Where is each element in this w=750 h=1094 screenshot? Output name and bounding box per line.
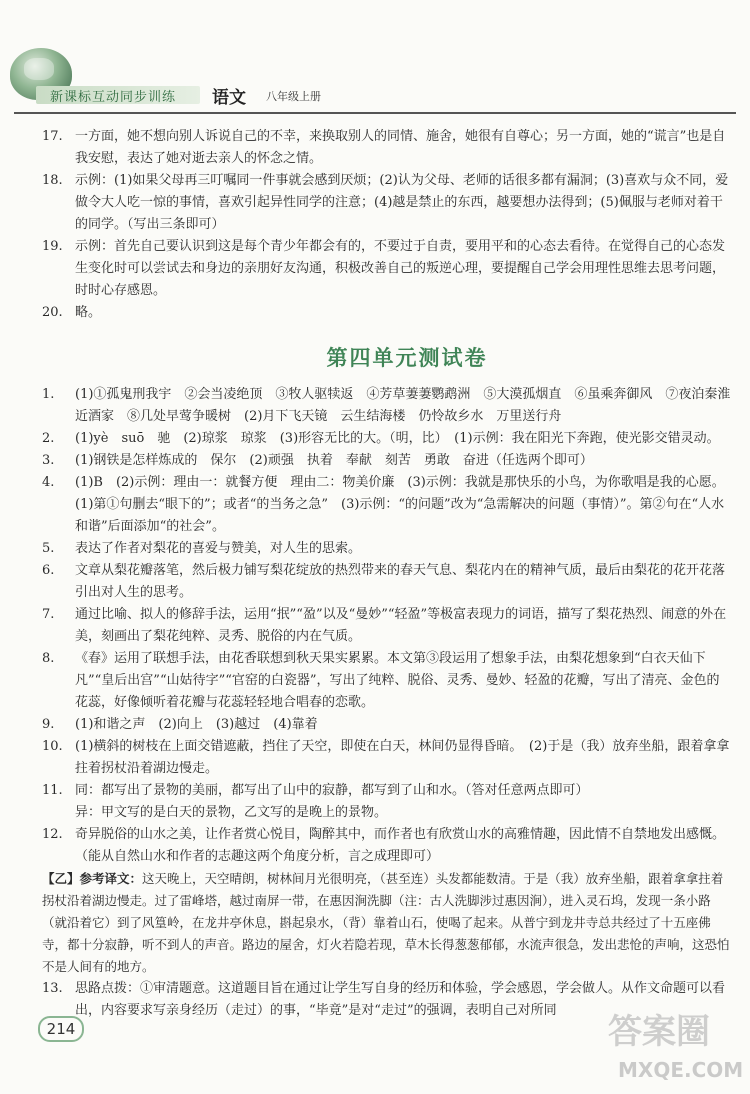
answers-top-list [42,126,732,324]
answer-number: 8. [42,651,55,666]
header-divider [14,112,736,114]
answer-item [42,538,732,560]
answer-text: 文章从梨花瓣落笔，然后极力铺写梨花绽放的热烈带来的春天气息、梨花内在的精神气质，最后由梨花的花开花落引出对人生的思考。 [75,563,726,600]
answer-number: 17. [42,129,63,144]
answer-number: 20. [42,305,63,320]
answer-item [42,126,732,170]
answer-item [42,236,732,302]
answer-text: 示例：首先自己要认识到这是每个青少年都会有的，不要过于自责，要用平和的心态去看待。在觉得自己的心态发生变化时可以尝试去和身边的亲朋好友沟通，积极改善自己的叛逆心理，要提醒自己学会用理性思维去思考问题，时时心存感恩。 [75,239,726,298]
answer-text: 异：甲文写的是白天的景物，乙文写的是晚上的景物。 [75,805,388,820]
answers-unit-list [42,384,732,868]
watermark-url: MXQE.COM [618,1058,744,1082]
translation-text: 这天晚上，天空晴朗，树林间月光很明亮，（甚至连）头发都能数清。于是（我）放弃坐船，跟着拿拿拄着拐杖沿着湖边慢走。过了雷峰塔，越过南屏一带，在惠因涧洗脚（注：古人洗脚涉过惠因涧），进入灵石坞，发现一条小路（就沿着它）到了风篁岭，在龙井亭休息，斟起泉水，（背）靠着山石，使喝了起来。从普宁到龙井寺总共经过了十五座佛寺，都十分寂静，听不到人的声音。路边的屋舍，灯火若隐若现，草木长得葱葱郁郁，水流声很急，发出悲怆的声响，这恐怕不是人间有的地方。 [42,871,730,974]
answer-number: 6. [42,563,55,578]
answer-number: 13. [42,981,63,996]
answer-number: 11. [42,783,63,798]
answer-text: 表达了作者对梨花的喜爱与赞美，对人生的思索。 [75,541,362,556]
answer-text: (1)钢铁是怎样炼成的 保尔 (2)顽强 执着 奉献 刻苦 勇敢 奋进（任选两个即可） [75,453,593,468]
answer-content [42,126,732,1022]
reference-translation [42,868,732,978]
answer-item [42,428,732,450]
answer-number: 4. [42,475,55,490]
answer-item [42,802,732,824]
answer-item [42,736,732,780]
answer-item [42,780,732,802]
subject-title: 语文 [212,88,246,108]
grade-label: 八年级上册 [266,90,321,103]
answer-number: 3. [42,453,55,468]
answer-item [42,604,732,648]
answer-number: 18. [42,173,63,188]
answer-item [42,170,732,236]
answer-number: 10. [42,739,63,754]
section-title: 第四单元测试卷 [326,345,488,370]
answer-text: (1)B (2)示例：理由一：就餐方便 理由二：物美价廉 (3)示例：我就是那快乐的小鸟，为你歌唱是我的心愿。(1)第①句删去“眼下的”；或者“的当务之急” (3)示例：“的问题”改为“急需解决的问题（事情）”。第②句在“人水和谐”后面添加“的社会”。 [75,475,725,534]
answer-item [42,450,732,472]
answer-text: (1)和谐之声 (2)向上 (3)越过 (4)靠着 [75,717,318,732]
series-title: 新课标互动同步训练 [50,90,177,105]
answer-item [42,384,732,428]
answer-text: (1)①孤鬼刑我宇 ②会当凌绝顶 ③牧人驱犊返 ④芳草萋萋鹦鹉洲 ⑤大漠孤烟直 ⑥虽乘奔御风 ⑦夜泊秦淮近酒家 ⑧几处早莺争暖树 (2)月下飞天镜 云生结海楼 仍怜故乡水 万里送行舟 [75,387,731,424]
answer-number: 1. [42,387,55,402]
answer-text: 示例：(1)如果父母再三叮嘱同一件事就会感到厌烦；(2)认为父母、老师的话很多都有漏洞；(3)喜欢与众不同，爱做令大人吃一惊的事情，喜欢引起异性同学的注意；(4)越是禁止的东西，越要想办法得到；(5)佩服与老师对着干的同学。（写出三条即可） [75,173,729,232]
watermark-logo: 答案圈 [608,1012,710,1052]
answer-number: 5. [42,541,55,556]
answer-number: 7. [42,607,55,622]
answer-number: 19. [42,239,63,254]
answer-number: 9. [42,717,55,732]
answer-number: 2. [42,431,55,446]
answer-item [42,302,732,324]
page-header [0,0,750,128]
answer-number: 12. [42,827,63,842]
answer-item [42,560,732,604]
answer-text: 同：都写出了景物的美丽，都写出了山中的寂静，都写到了山和水。（答对任意两点即可） [75,783,589,798]
answer-text: 一方面，她不想向别人诉说自己的不幸，来换取别人的同情、施舍，她很有自尊心；另一方面，她的“谎言”也是自我安慰，表达了她对逝去亲人的怀念之情。 [75,129,726,166]
answer-text: 《春》运用了联想手法，由花香联想到秋天果实累累。本文第③段运用了想象手法，由梨花想象到“白衣天仙下凡”“皇后出宫”“山姑待字”“官窑的白瓷器”，写出了纯粹、脱俗、灵秀、曼妙、轻盈的花瓣，写出了清亮、金色的花蕊，好像倾听着花瓣与花蕊轻轻地合唱春的恋歌。 [75,651,720,710]
answer-text: 通过比喻、拟人的修辞手法，运用“抿”“盈”以及“曼妙”“轻盈”等极富表现力的词语，描写了梨花热烈、闹意的外在美，刻画出了梨花纯粹、灵秀、脱俗的内在气质。 [75,607,727,644]
answer-text: (1)yè suō 驰 (2)琼浆 琼浆 (3)形容无比的大。（明，比） (1)示例：我在阳光下奔跑，使光影交错灵动。 [75,431,720,446]
answer-text: 思路点拨：①审清题意。这道题目旨在通过让学生写自身的经历和体验，学会感恩，学会做人。从作文命题可以看出，内容要求写亲身经历（走过）的事，“毕竟”是对“走过”的强调，表明自己对所同 [75,981,726,1018]
answer-item [42,824,732,868]
page-number: 214 [38,1016,84,1042]
answer-text: 奇异脱俗的山水之美，让作者赏心悦目，陶醉其中，而作者也有欣赏山水的高雅情趣，因此情不自禁地发出感慨。（能从自然山水和作者的志趣这两个角度分析，言之成理即可） [75,827,726,864]
answer-item [42,472,732,538]
answer-item [42,714,732,736]
answer-text: 略。 [75,305,102,320]
answer-item [42,648,732,714]
answer-text: (1)横斜的树枝在上面交错遮蔽，挡住了天空，即使在白天，林间仍显得昏暗。 (2)于是（我）放弃坐船，跟着拿拿拄着拐杖沿着湖边慢走。 [75,739,730,776]
translation-heading: 【乙】参考译文： [42,871,143,886]
